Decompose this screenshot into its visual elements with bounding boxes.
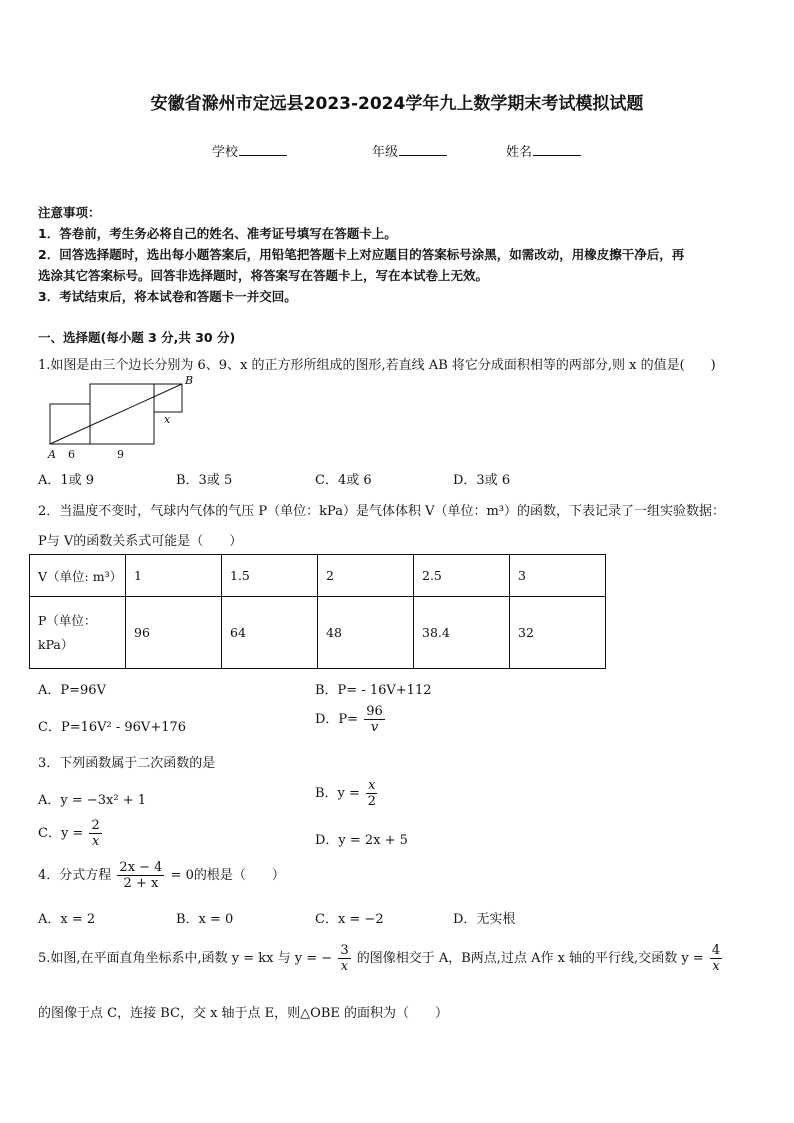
q4-option-a: A．x = 2 (38, 912, 96, 927)
school-field (212, 141, 287, 160)
q3-option-c (38, 818, 104, 849)
q5-f2-den: x (712, 959, 720, 974)
v-cell: 3 (510, 555, 606, 597)
p-cell: 38.4 (414, 597, 510, 669)
q3-b-den: 2 (367, 794, 376, 809)
q1-option-c: C．4或 6 (315, 473, 372, 488)
q2-table (29, 554, 606, 669)
p-label-cell (30, 597, 126, 669)
q3-option-d: D．y = 2x + 5 (315, 833, 408, 848)
grade-field (372, 141, 447, 160)
q5-f2-num: 4 (711, 943, 721, 958)
q2-stem-a: 2．当温度不变时，气球内气体的气压 P（单位：kPa）是气体体积 V（单位：m³）的函数，下表记录了一组实验数据： (38, 504, 726, 519)
notice-heading: 注意事项： (38, 205, 101, 220)
school-blank (239, 143, 287, 156)
q4-stem (38, 860, 285, 891)
v-cell: 1.5 (222, 555, 318, 597)
q2-d-prefix: D．P= (315, 712, 359, 727)
q2-option-d (315, 704, 387, 735)
name-blank (533, 143, 581, 156)
q3-b-fraction (366, 778, 377, 809)
p-cell: 48 (318, 597, 414, 669)
table-row (30, 597, 606, 669)
q3-option-a: A．y = −3x² + 1 (38, 793, 147, 808)
q5-f1-num: 3 (340, 943, 349, 958)
q2-d-num: 96 (366, 704, 383, 719)
q3-b-prefix: B．y = (315, 786, 360, 801)
q2-d-den: v (370, 720, 379, 735)
q1-option-d: D．3或 6 (453, 473, 511, 488)
table-row (30, 555, 606, 597)
q4-prefix: 4．分式方程 (38, 868, 112, 883)
square-x (154, 384, 182, 412)
grade-blank (399, 143, 447, 156)
q4-option-b: B．x = 0 (176, 912, 234, 927)
v-cell: 2.5 (414, 555, 510, 597)
school-label: 学校 (212, 145, 239, 160)
v-cell: 1 (126, 555, 222, 597)
q2-option-c: C．P=16V² - 96V+176 (38, 720, 187, 735)
section-heading: 一、选择题(每小题 3 分,共 30 分) (38, 330, 236, 345)
q1-option-b: B．3或 5 (176, 473, 233, 488)
v-cell: 2 (318, 555, 414, 597)
square-6 (50, 404, 90, 444)
q4-num: 2x − 4 (119, 860, 163, 875)
q4-fraction (117, 860, 164, 891)
q2-option-a: A．P=96V (38, 683, 106, 698)
label-b: B (185, 374, 194, 387)
q3-c-num: 2 (91, 818, 100, 833)
label-a: A (48, 448, 56, 461)
q1-stem: 1.如图是由三个边长分别为 6、9、x 的正方形所组成的图形,若直线 AB 将它分成面积相等的两部分,则 x 的值是( ) (38, 358, 716, 373)
q4-den: 2 + x (123, 876, 159, 891)
q5-fraction-1 (338, 943, 350, 974)
label-9: 9 (117, 448, 124, 461)
q1-option-a: A．1或 9 (38, 473, 95, 488)
square-9 (90, 384, 154, 444)
name-field (506, 141, 581, 160)
q5-fraction-2 (710, 943, 722, 974)
q4-option-c: C．x = −2 (315, 912, 384, 927)
q5-line1 (38, 943, 724, 974)
q3-option-b (315, 778, 379, 809)
p-label-line1: P（单位： (38, 612, 97, 628)
p-label-line2: kPa） (38, 636, 74, 652)
grade-label: 年级 (372, 145, 399, 160)
q5-line2: 的图像于点 C，连接 BC，交 x 轴于点 E，则△OBE 的面积为（ ） (38, 1006, 449, 1021)
label-6: 6 (68, 448, 75, 461)
q4-option-d: D．无实根 (453, 912, 516, 927)
p-cell: 96 (126, 597, 222, 669)
name-label: 姓名 (506, 145, 533, 160)
p-cell: 32 (510, 597, 606, 669)
q3-stem: 3．下列函数属于二次函数的是 (38, 756, 216, 771)
page-title: 安徽省滁州市定远县2023-2024学年九上数学期末考试模拟试题 (150, 94, 644, 114)
q3-c-prefix: C．y = (38, 826, 84, 841)
notice-item-1: 1．答卷前，考生务必将自己的姓名、准考证号填写在答题卡上。 (38, 226, 397, 241)
q5-part2: 的图像相交于 A，B两点,过点 A作 x 轴的平行线,交函数 y = (356, 951, 704, 966)
q1-figure (36, 372, 206, 464)
q3-b-num: x (368, 778, 376, 793)
q5-part1: 5.如图,在平面直角坐标系中,函数 y = kx 与 y = − (38, 951, 333, 966)
notice-item-3: 3．考试结束后，将本试卷和答题卡一并交回。 (38, 289, 297, 304)
notice-item-2a: 2．回答选择题时，选出每小题答案后，用铅笔把答题卡上对应题目的答案标号涂黑，如需改动，用橡皮擦干净后，再 (38, 247, 685, 262)
q3-c-fraction (89, 818, 101, 849)
notice-item-2b: 选涂其它答案标号。回答非选择题时，将答案写在答题卡上，写在本试卷上无效。 (38, 268, 489, 283)
q2-d-fraction (364, 704, 385, 735)
v-label-cell: V（单位: m³） (30, 555, 126, 597)
q3-c-den: x (91, 834, 100, 849)
q5-f1-den: x (340, 959, 349, 974)
q2-stem-b: P与 V的函数关系式可能是（ ） (38, 534, 243, 549)
q4-suffix: = 0的根是（ ） (170, 868, 285, 883)
q2-option-b: B．P= - 16V+112 (315, 683, 432, 698)
label-x: x (164, 413, 171, 426)
p-cell: 64 (222, 597, 318, 669)
line-ab (50, 384, 182, 444)
